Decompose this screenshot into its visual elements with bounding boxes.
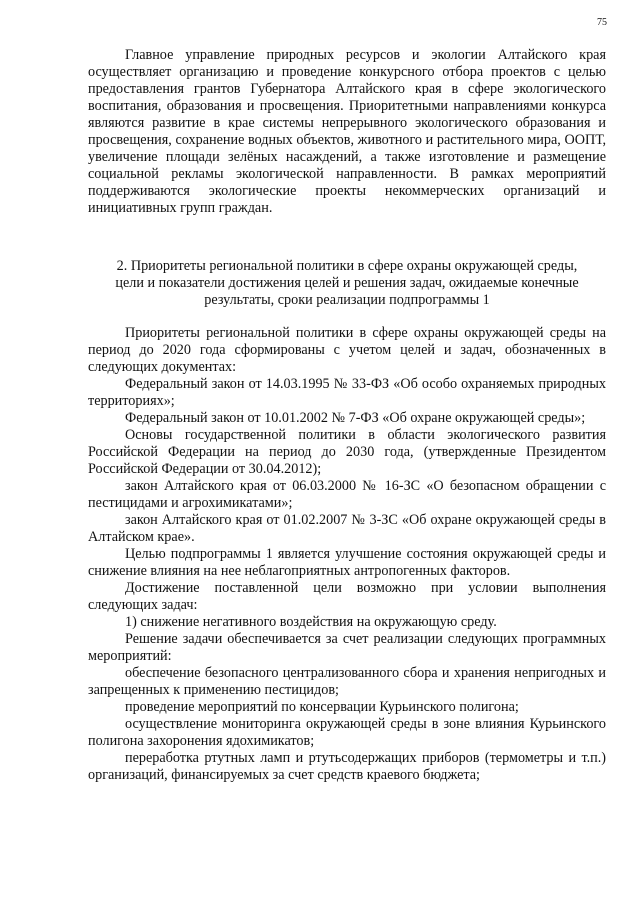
paragraph-law-16zs: закон Алтайского края от 06.03.2000 № 16-ЗС «О безопасном обращении с пестицидами и агрохимикатами»;	[88, 478, 606, 511]
section-heading-line-1: 2. Приоритеты региональной политики в сфере охраны окружающей среды,	[116, 258, 578, 274]
paragraph-goal: Целью подпрограммы 1 является улучшение состояния окружающей среды и снижение влияния на нее неблагоприятных антропогенных факторов.	[88, 546, 606, 579]
section-heading-line-2: цели и показатели достижения целей и решения задач, ожидаемые конечные	[115, 275, 579, 291]
intro-block	[88, 47, 606, 217]
section-heading-line-3: результаты, сроки реализации подпрограммы 1	[204, 292, 490, 308]
paragraph-mercury-recycling: переработка ртутных ламп и ртутьсодержащих приборов (термометры и т.п.) организаций, финансируемых за счет средств краевого бюджета;	[88, 750, 606, 783]
paragraph-law-33fz: Федеральный закон от 14.03.1995 № 33-ФЗ «Об особо охраняемых природных территориях»;	[88, 376, 606, 409]
paragraph-task-solution: Решение задачи обеспечивается за счет реализации следующих программных мероприятий:	[88, 631, 606, 664]
paragraph-priorities: Приоритеты региональной политики в сфере охраны окружающей среды на период до 2020 года сформированы с учетом целей и задач, обозначенных в следующих документах:	[88, 325, 606, 375]
paragraph-conditions: Достижение поставленной цели возможно при условии выполнения следующих задач:	[88, 580, 606, 613]
paragraph-kurya-monitoring: осуществление мониторинга окружающей среды в зоне влияния Курьинского полигона захоронения ядохимикатов;	[88, 716, 606, 749]
paragraph-law-7fz: Федеральный закон от 10.01.2002 № 7-ФЗ «Об охране окружающей среды»;	[125, 410, 586, 426]
paragraph-task-1: 1) снижение негативного воздействия на окружающую среду.	[125, 614, 497, 630]
page-number: 75	[597, 17, 607, 28]
section-heading	[88, 258, 606, 309]
section-body	[88, 325, 606, 784]
intro-paragraph: Главное управление природных ресурсов и экологии Алтайского края осуществляет организацию и проведение конкурсного отбора проектов с целью предоставления грантов Губернатора Алтайского края в сфере экологического воспитания, образования и просвещения. Приоритетными направлениями конкурса являются развитие в крае системы непрерывного экологического образования и просвещения, сохранение водных объектов, животного и растительного мира, ООПТ, увеличение площади зелёных насаждений, а также изготовление и размещение социальной рекламы экологической направленности. В рамках мероприятий поддерживаются экологические проекты некоммерческих организаций и инициативных групп граждан.	[88, 47, 606, 216]
paragraph-kurya-conservation: проведение мероприятий по консервации Курьинского полигона;	[125, 699, 519, 715]
paragraph-state-policy-basics: Основы государственной политики в области экологического развития Российской Федерации на период до 2030 года, (утвержденные Президентом Российской Федерации от 30.04.2012);	[88, 427, 606, 477]
paragraph-pesticide-collection: обеспечение безопасного централизованного сбора и хранения непригодных и запрещенных к применению пестицидов;	[88, 665, 606, 698]
paragraph-law-3zs: закон Алтайского края от 01.02.2007 № 3-ЗС «Об охране окружающей среды в Алтайском крае».	[88, 512, 606, 545]
